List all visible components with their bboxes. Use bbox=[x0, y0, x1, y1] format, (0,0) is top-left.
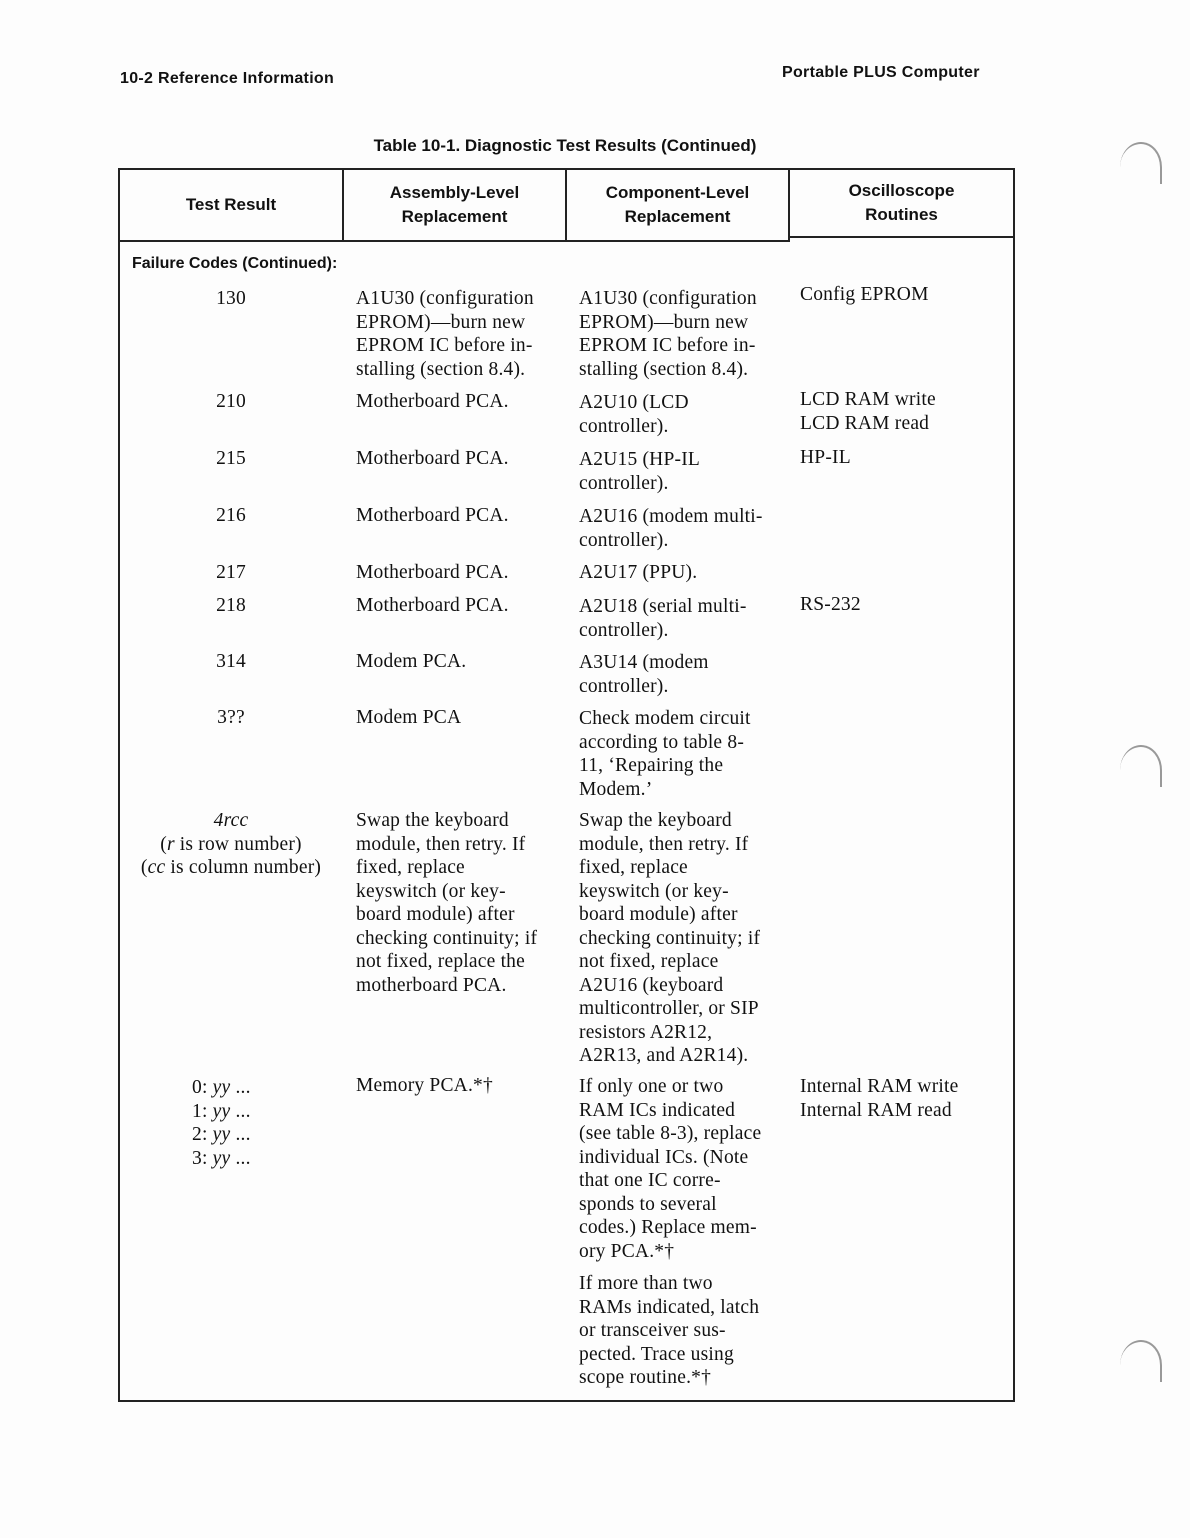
component-replacement: A2U10 (LCD controller). bbox=[579, 392, 689, 437]
column-header-assembly: Assembly-Level Replacement bbox=[344, 170, 567, 242]
component-replacement: A2U17 (PPU). bbox=[579, 562, 698, 583]
binder-hole bbox=[1120, 1340, 1162, 1382]
text: is column number) bbox=[165, 857, 322, 878]
result-code: 4rcc bbox=[213, 810, 249, 831]
component-replacement: A3U14 (modem controller). bbox=[579, 652, 709, 697]
section-heading: Failure Codes (Continued): bbox=[132, 255, 338, 272]
component-replacement: If only one or two RAM ICs indicated (see table 8-3), replace individual ICs. (Note that one IC corre- sponds to several codes.) Replace mem- ory PCA.*† bbox=[579, 1076, 762, 1262]
test-result: 216 bbox=[216, 505, 246, 526]
text: 1: bbox=[192, 1100, 213, 1122]
assembly-replacement: Swap the keyboard module, then retry. If fixed, replace keyswitch (or key- board module) after checking continuity; if not fixed, replace the motherboard PCA. bbox=[356, 810, 538, 996]
oscilloscope-routine: Config EPROM bbox=[800, 284, 929, 305]
text: yy bbox=[212, 1077, 231, 1098]
page-header-left: 10-2 Reference Information bbox=[120, 70, 335, 87]
text: yy bbox=[212, 1124, 231, 1145]
table-title: Table 10-1. Diagnostic Test Results (Continued) bbox=[373, 136, 757, 155]
text: cc bbox=[147, 857, 166, 878]
test-result: 314 bbox=[216, 651, 246, 672]
oscilloscope-routine: LCD RAM write LCD RAM read bbox=[800, 389, 936, 434]
text: ... bbox=[230, 1147, 251, 1169]
assembly-replacement: Modem PCA bbox=[356, 707, 462, 728]
binder-hole bbox=[1120, 745, 1162, 787]
assembly-replacement: Motherboard PCA. bbox=[356, 391, 509, 412]
component-replacement-note: If more than two RAMs indicated, latch or transceiver sus- pected. Trace using scope routine.*† bbox=[579, 1273, 760, 1388]
text: ... bbox=[230, 1124, 251, 1145]
oscilloscope-routine: Internal RAM write Internal RAM read bbox=[800, 1076, 959, 1121]
test-result: 210 bbox=[216, 391, 246, 412]
text: is row number) bbox=[174, 833, 302, 855]
oscilloscope-routine: HP-IL bbox=[800, 447, 851, 468]
assembly-replacement: Modem PCA. bbox=[356, 651, 467, 672]
text: ( bbox=[140, 857, 148, 878]
text: r bbox=[166, 833, 175, 855]
assembly-replacement: Memory PCA.*† bbox=[356, 1075, 493, 1096]
component-replacement: A2U18 (serial multi- controller). bbox=[579, 596, 747, 641]
column-header-component: Component-Level Replacement bbox=[567, 170, 790, 242]
assembly-replacement: Motherboard PCA. bbox=[356, 595, 509, 616]
component-replacement: A2U16 (modem multi- controller). bbox=[579, 506, 763, 551]
assembly-replacement: Motherboard PCA. bbox=[356, 562, 509, 583]
oscilloscope-routine: RS-232 bbox=[800, 594, 861, 615]
assembly-replacement: A1U30 (configuration EPROM)—burn new EPROM IC before in- stalling (section 8.4). bbox=[356, 288, 534, 380]
assembly-replacement: Motherboard PCA. bbox=[356, 448, 509, 469]
text: 3: bbox=[192, 1147, 213, 1169]
test-result: 3?? bbox=[217, 707, 245, 728]
test-result: 217 bbox=[216, 562, 246, 583]
text: yy bbox=[212, 1147, 231, 1169]
component-replacement: Swap the keyboard module, then retry. If fixed, replace keyswitch (or key- board module) after checking continuity; if not fixed, replace A2U16 (keyboard multicontroller, or SIP resistors A2R12, A2R13, and A2R14). bbox=[579, 810, 761, 1066]
column-header-oscilloscope: Oscilloscope Routines bbox=[790, 170, 1013, 238]
component-replacement: A1U30 (configuration EPROM)—burn new EPROM IC before in- stalling (section 8.4). bbox=[579, 288, 757, 380]
text: 2: bbox=[192, 1124, 213, 1145]
binder-hole bbox=[1120, 142, 1162, 184]
text: ( bbox=[160, 833, 167, 855]
test-result: 215 bbox=[216, 448, 246, 469]
column-header-test-result: Test Result bbox=[120, 170, 344, 242]
test-result bbox=[120, 809, 342, 880]
component-replacement: A2U15 (HP-IL controller). bbox=[579, 449, 701, 494]
test-result: 130 bbox=[216, 288, 246, 309]
diagnostic-table bbox=[118, 168, 1015, 1402]
text: ... bbox=[230, 1100, 251, 1122]
text: 0: bbox=[192, 1077, 213, 1098]
assembly-replacement: Motherboard PCA. bbox=[356, 505, 509, 526]
test-result: 218 bbox=[216, 595, 246, 616]
component-replacement: Check modem circuit according to table 8- 11, ‘Repairing the Modem.’ bbox=[579, 708, 751, 800]
text: yy bbox=[212, 1100, 231, 1122]
page-header-right: Portable PLUS Computer bbox=[782, 64, 980, 81]
text: ... bbox=[230, 1077, 251, 1098]
